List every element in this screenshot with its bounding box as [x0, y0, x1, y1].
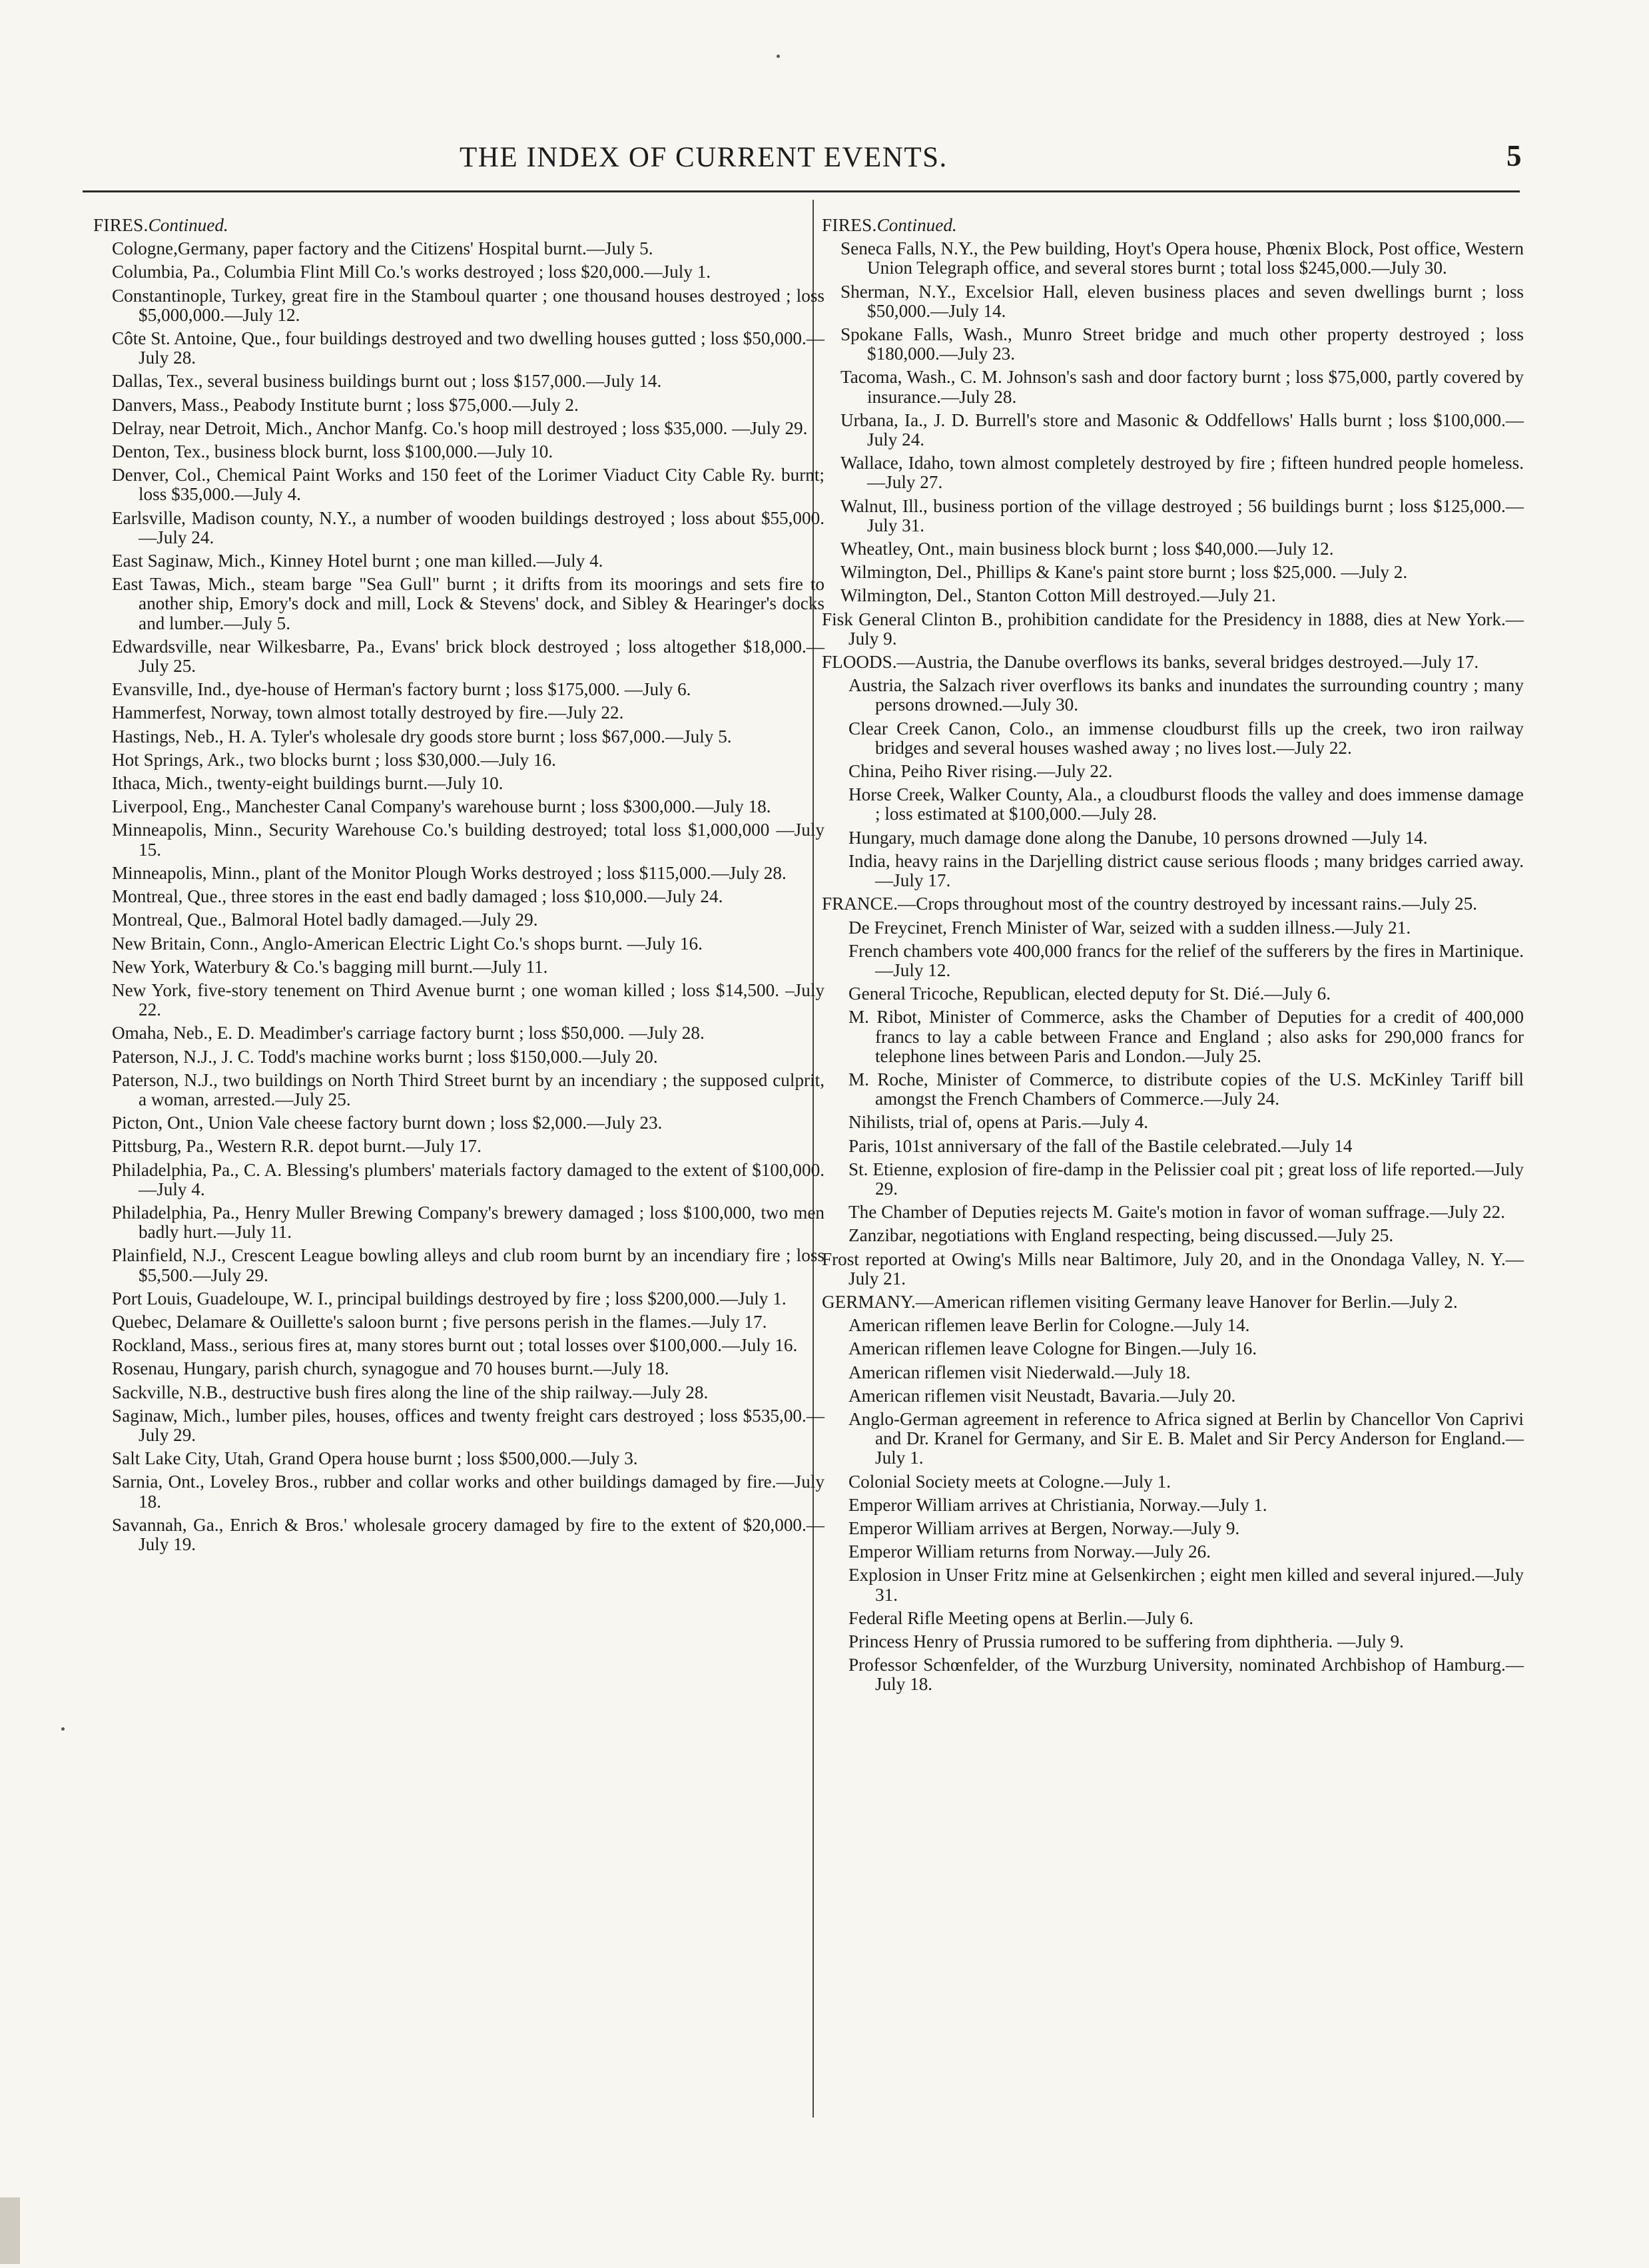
index-entry: New York, five-story tenement on Third Avenue burnt ; one woman killed ; loss $14,500. –July 22.: [112, 980, 824, 1020]
index-entry: Anglo-German agreement in reference to Africa signed at Berlin by Chancellor Von Caprivi and Dr. Kranel for Germany, and Sir E. B. Malet and Sir Percy Anderson for England.—July 1.: [848, 1408, 1524, 1468]
left-column: [93, 214, 824, 1558]
index-entry: Savannah, Ga., Enrich & Bros.' wholesale grocery damaged by fire to the extent of $20,000.—July 19.: [112, 1514, 824, 1554]
index-entry: Clear Creek Canon, Colo., an immense cloudburst fills up the creek, two iron railway bridges and several houses washed away ; no lives lost.—July 22.: [848, 718, 1524, 758]
index-entry: Sherman, N.Y., Excelsior Hall, eleven business places and seven dwellings burnt ; loss $50,000.—July 14.: [840, 281, 1524, 321]
index-entry: East Tawas, Mich., steam barge "Sea Gull" burnt ; it drifts from its moorings and sets fire to another ship, Emory's dock and mill, Lock & Stevens' dock, and Sibley & Hearinger's docks and lumber.—July 5.: [112, 574, 824, 633]
index-entry: The Chamber of Deputies rejects M. Gaite's motion in favor of woman suffrage.—July 22.: [848, 1202, 1505, 1223]
index-entry: Minneapolis, Minn., plant of the Monitor Plough Works destroyed ; loss $115,000.—July 28.: [112, 862, 787, 883]
index-entry: Picton, Ont., Union Vale cheese factory burnt down ; loss $2,000.—July 23.: [112, 1113, 663, 1133]
index-entry: M. Ribot, Minister of Commerce, asks the Chamber of Deputies for a credit of 400,000 francs to lay a cable between France and England ; also asks for 290,000 francs for telephone lines between Paris and London.—July 25.: [848, 1007, 1524, 1066]
speck-mark: [61, 1727, 65, 1731]
index-entry: Zanzibar, negotiations with England respecting, being discussed.—July 25.: [848, 1225, 1394, 1246]
index-entry: Constantinople, Turkey, great fire in the Stamboul quarter ; one thousand houses destroyed ; loss $5,000,000.—July 12.: [112, 285, 824, 325]
index-entry: New York, Waterbury & Co.'s bagging mill burnt.—July 11.: [112, 956, 548, 977]
index-entry: New Britain, Conn., Anglo-American Electric Light Co.'s shops burnt. —July 16.: [112, 933, 703, 954]
index-entry: Danvers, Mass., Peabody Institute burnt ; loss $75,000.—July 2.: [112, 394, 579, 415]
index-entry: Omaha, Neb., E. D. Meadimber's carriage factory burnt ; loss $50,000. —July 28.: [112, 1023, 705, 1043]
index-entry: Columbia, Pa., Columbia Flint Mill Co.'s works destroyed ; loss $20,000.—July 1.: [112, 262, 711, 282]
index-entry: Philadelphia, Pa., Henry Muller Brewing Company's brewery damaged ; loss $100,000, two men badly hurt.—July 11.: [112, 1202, 824, 1243]
index-entry: Philadelphia, Pa., C. A. Blessing's plumbers' materials factory damaged to the extent of $100,000.—July 4.: [112, 1159, 824, 1199]
index-entry: Denton, Tex., business block burnt, loss $100,000.—July 10.: [112, 441, 553, 462]
index-entry: Cologne,Germany, paper factory and the Citizens' Hospital burnt.—July 5.: [112, 238, 653, 259]
index-entry: Nihilists, trial of, opens at Paris.—July 4.: [848, 1112, 1149, 1133]
section-heading-fires-cont: [822, 216, 1524, 235]
index-entry: Walnut, Ill., business portion of the village destroyed ; 56 buildings burnt ; loss $125,000.—July 31.: [840, 495, 1524, 535]
index-entry: Saginaw, Mich., lumber piles, houses, offices and twenty freight cars destroyed ; loss $535,00.—July 29.: [112, 1405, 824, 1445]
index-entry: General Tricoche, Republican, elected deputy for St. Dié.—July 6.: [848, 984, 1331, 1004]
speck-mark: [777, 55, 780, 58]
index-entry: Montreal, Que., Balmoral Hotel badly damaged.—July 29.: [112, 910, 538, 930]
index-entry: Port Louis, Guadeloupe, W. I., principal buildings destroyed by fire ; loss $200,000.—July 1.: [112, 1288, 787, 1308]
index-entry: American riflemen leave Berlin for Cologne.—July 14.: [848, 1315, 1250, 1336]
index-entry: Wheatley, Ont., main business block burnt ; loss $40,000.—July 12.: [840, 539, 1334, 559]
index-entry: Paterson, N.J., J. C. Todd's machine works burnt ; loss $150,000.—July 20.: [112, 1046, 658, 1067]
section-floods: FLOODS.—Austria, the Danube overflows its banks, several bridges destroyed.—July 17.: [822, 652, 1479, 673]
index-entry: American riflemen leave Cologne for Bingen.—July 16.: [848, 1338, 1257, 1359]
index-entry: St. Etienne, explosion of fire-damp in the Pelissier coal pit ; great loss of life reported.—July 29.: [848, 1159, 1524, 1199]
index-entry: Rosenau, Hungary, parish church, synagogue and 70 houses burnt.—July 18.: [112, 1358, 669, 1379]
index-entry: Explosion in Unser Fritz mine at Gelsenkirchen ; eight men killed and several injured.—July 31.: [848, 1565, 1524, 1605]
margin-shadow: [0, 2197, 20, 2264]
index-entry: Wallace, Idaho, town almost completely destroyed by fire ; fifteen hundred people homeless.—July 27.: [840, 453, 1524, 493]
entry-fisk: Fisk General Clinton B., prohibition candidate for the Presidency in 1888, dies at New York.—July 9.: [822, 609, 1524, 649]
section-france: FRANCE.—Crops throughout most of the country destroyed by incessant rains.—July 25.: [822, 894, 1477, 914]
fires-entries-left: [93, 239, 824, 1554]
index-entry: Emperor William arrives at Christiania, Norway.—July 1.: [848, 1494, 1267, 1515]
index-entry: Montreal, Que., three stores in the east end badly damaged ; loss $10,000.—July 24.: [112, 886, 723, 907]
index-entry: Earlsville, Madison county, N.Y., a number of wooden buildings destroyed ; loss about $55,000.—July 24.: [112, 507, 824, 547]
entry-frost: Frost reported at Owing's Mills near Baltimore, July 20, and in the Onondaga Valley, N. Y.—July 21.: [822, 1249, 1524, 1288]
index-entry: Colonial Society meets at Cologne.—July 1.: [848, 1471, 1171, 1492]
page-number: 5: [1506, 139, 1522, 172]
index-entry: Emperor William arrives at Bergen, Norway.—July 9.: [848, 1518, 1240, 1538]
index-entry: Quebec, Delamare & Ouillette's saloon burnt ; five persons perish in the flames.—July 17.: [112, 1311, 767, 1332]
index-entry: Liverpool, Eng., Manchester Canal Company's warehouse burnt ; loss $300,000.—July 18.: [112, 796, 771, 817]
index-entry: Minneapolis, Minn., Security Warehouse Co.'s building destroyed; total loss $1,000,000 —July 15.: [112, 820, 824, 860]
index-entry: De Freycinet, French Minister of War, seized with a sudden illness.—July 21.: [848, 917, 1411, 938]
index-entry: French chambers vote 400,000 francs for the relief of the sufferers by the fires in Martinique.—July 12.: [848, 940, 1524, 980]
index-entry: Wilmington, Del., Stanton Cotton Mill destroyed.—July 21.: [840, 585, 1276, 606]
index-entry: Paris, 101st anniversary of the fall of the Bastile celebrated.—July 14: [848, 1135, 1353, 1156]
heading-continued: Continued.: [876, 215, 957, 235]
index-entry: Hammerfest, Norway, town almost totally destroyed by fire.—July 22.: [112, 703, 624, 723]
floods-entries: [822, 676, 1524, 890]
fires-entries-right: [822, 239, 1524, 605]
index-entry: Plainfield, N.J., Crescent League bowling alleys and club room burnt by an incendiary fire ; loss $5,500.—July 29.: [112, 1245, 824, 1285]
index-entry: Evansville, Ind., dye-house of Herman's factory burnt ; loss $175,000. —July 6.: [112, 679, 691, 700]
index-entry: Wilmington, Del., Phillips & Kane's paint store burnt ; loss $25,000. —July 2.: [840, 562, 1408, 583]
index-entry: India, heavy rains in the Darjelling district cause serious floods ; many bridges carried away.—July 17.: [848, 850, 1524, 891]
index-entry: Hungary, much damage done along the Danube, 10 persons drowned —July 14.: [848, 827, 1428, 848]
index-entry: Rockland, Mass., serious fires at, many stores burnt out ; total losses over $100,000.—July 16.: [112, 1335, 798, 1356]
index-entry: Austria, the Salzach river overflows its banks and inundates the surrounding country ; many persons drowned.—July 30.: [848, 675, 1524, 715]
index-entry: China, Peiho River rising.—July 22.: [848, 761, 1113, 782]
header-rule: [83, 190, 1520, 192]
index-entry: Emperor William returns from Norway.—July 26.: [848, 1542, 1211, 1562]
index-entry: Urbana, Ia., J. D. Burrell's store and Masonic & Oddfellows' Halls burnt ; loss $100,000.—July 24.: [840, 410, 1524, 450]
germany-entries: [822, 1316, 1524, 1694]
index-entry: Côte St. Antoine, Que., four buildings destroyed and two dwelling houses gutted ; loss $50,000.—July 28.: [112, 328, 824, 368]
index-entry: Denver, Col., Chemical Paint Works and 150 feet of the Lorimer Viaduct City Cable Ry. burnt; loss $35,000.—July 4.: [112, 465, 824, 505]
index-entry: Professor Schœnfelder, of the Wurzburg University, nominated Archbishop of Hamburg.—July 18.: [848, 1655, 1524, 1695]
index-entry: Salt Lake City, Utah, Grand Opera house burnt ; loss $500,000.—July 3.: [112, 1448, 638, 1469]
index-entry: American riflemen visit Niederwald.—July 18.: [848, 1362, 1191, 1382]
page-title: THE INDEX OF CURRENT EVENTS.: [460, 142, 948, 173]
index-entry: Horse Creek, Walker County, Ala., a cloudburst floods the valley and does immense damage ; loss estimated at $100,000.—July 28.: [848, 784, 1524, 824]
index-entry: Pittsburg, Pa., Western R.R. depot burnt.—July 17.: [112, 1136, 482, 1157]
france-entries: [822, 918, 1524, 1246]
index-entry: East Saginaw, Mich., Kinney Hotel burnt ; one man killed.—July 4.: [112, 551, 603, 571]
index-entry: Delray, near Detroit, Mich., Anchor Manfg. Co.'s hoop mill destroyed ; loss $35,000. —July 29.: [112, 418, 808, 438]
index-entry: American riflemen visit Neustadt, Bavaria.—July 20.: [848, 1385, 1236, 1406]
index-entry: Ithaca, Mich., twenty-eight buildings burnt.—July 10.: [112, 773, 503, 794]
section-germany: GERMANY.—American riflemen visiting Germany leave Hanover for Berlin.—July 2.: [822, 1291, 1458, 1312]
index-entry: Federal Rifle Meeting opens at Berlin.—July 6.: [848, 1607, 1193, 1628]
heading-label: FIRES.: [822, 215, 877, 235]
index-entry: Princess Henry of Prussia rumored to be suffering from diphtheria. —July 9.: [848, 1631, 1404, 1651]
index-entry: Sarnia, Ont., Loveley Bros., rubber and collar works and other buildings damaged by fire.—July 18.: [112, 1472, 824, 1512]
index-entry: M. Roche, Minister of Commerce, to distribute copies of the U.S. McKinley Tariff bill amongst the French Chambers of Commerce.—July 24.: [848, 1069, 1524, 1109]
index-entry: Spokane Falls, Wash., Munro Street bridge and much other property destroyed ; loss $180,000.—July 23.: [840, 324, 1524, 364]
section-heading-fires: [93, 216, 824, 235]
right-column: [822, 214, 1524, 1699]
index-entry: Seneca Falls, N.Y., the Pew building, Hoyt's Opera house, Phœnix Block, Post office, Western Union Telegraph office, and several stores burnt ; total loss $245,000.—July 30.: [840, 238, 1524, 278]
index-entry: Hastings, Neb., H. A. Tyler's wholesale dry goods store burnt ; loss $67,000.—July 5.: [112, 726, 732, 746]
index-entry: Dallas, Tex., several business buildings burnt out ; loss $157,000.—July 14.: [112, 371, 662, 392]
index-entry: Hot Springs, Ark., two blocks burnt ; loss $30,000.—July 16.: [112, 749, 556, 770]
index-entry: Tacoma, Wash., C. M. Johnson's sash and door factory burnt ; loss $75,000, partly covered by insurance.—July 28.: [840, 367, 1524, 407]
heading-label: FIRES.: [93, 215, 149, 235]
index-entry: Edwardsville, near Wilkesbarre, Pa., Evans' brick block destroyed ; loss altogether $18,000.—July 25.: [112, 636, 824, 677]
heading-continued: Continued.: [148, 215, 228, 235]
index-entry: Sackville, N.B., destructive bush fires along the line of the ship railway.—July 28.: [112, 1382, 709, 1402]
index-entry: Paterson, N.J., two buildings on North Third Street burnt by an incendiary ; the supposed culprit, a woman, arrested.—July 25.: [112, 1069, 824, 1109]
